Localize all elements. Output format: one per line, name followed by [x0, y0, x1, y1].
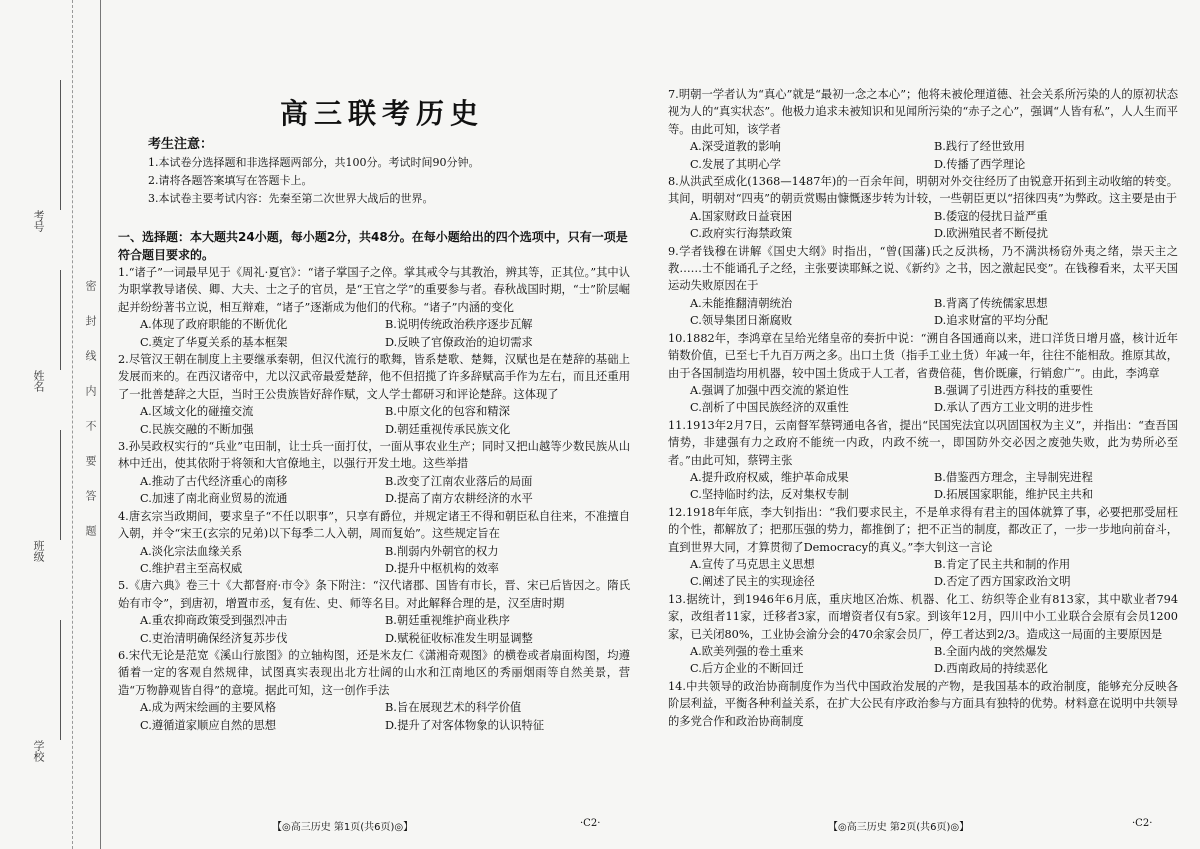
option-grid — [118, 543, 630, 578]
school-line — [60, 620, 61, 740]
answer-option: A.成为两宋绘画的主要风格 — [140, 701, 277, 715]
question-stem: 4.唐玄宗当政期间，要求皇子“不任以职事”，只享有爵位，并规定诸王不得和朝臣私自往来，不准擅自入朝，并令“宋王(玄宗的兄弟)以下每季二人入朝，周而复始”。这些规定旨在 — [118, 509, 630, 541]
option-grid — [668, 382, 1178, 417]
answer-option: A.重农抑商政策受到强烈冲击 — [140, 614, 288, 628]
answer-option: C.维护君主至高权威 — [140, 561, 243, 575]
exam-notice — [144, 136, 624, 208]
question — [118, 647, 630, 734]
question-stem: 1.“诸子”一词最早见于《周礼·夏官》：“诸子掌国子之倅。掌其戒令与其教治，辨其等，正其位。”其中认为职掌教导诸侯、卿、大夫、士之子的官员，是“王官之学”的重要参与者。春秋战国时期，“士”阶层崛起并纷纷著书立说，相互辩难，“诸子”逐渐成为他们的代称。“诸子”内涵的变化 — [118, 266, 630, 314]
exam-title: 高三联考历史 — [280, 97, 485, 130]
notice-item: 3.本试卷主要考试内容：先秦至第二次世界大战后的世界。 — [148, 192, 434, 205]
question-stem: 8.从洪武至成化(1368—1487年)的一百余年间，明朝对外交往经历了由锐意开拓到主动收缩的转变。其间，明朝对“四夷”的朝贡赏赐由慷慨逐步转为计较，一些朝臣更以“招徕四夷”为弊政。这主要是由于 — [668, 175, 1178, 206]
answer-option: C.遵循道家顺应自然的思想 — [140, 718, 277, 732]
question — [118, 264, 630, 351]
question — [668, 243, 1178, 330]
paper-code: ·C2· — [1132, 818, 1153, 829]
option-grid — [668, 556, 1178, 591]
option-grid — [668, 295, 1178, 330]
page-footer: 【◎高三历史 第2页(共6页)◎】 — [828, 822, 970, 833]
notice-item: 1.本试卷分选择题和非选择题两部分，共100分。考试时间90分钟。 — [148, 156, 480, 169]
answer-option: A.提升政府权威，维护革命成果 — [690, 470, 849, 484]
seal-dashed-line — [72, 0, 74, 849]
school-label: 学校 — [32, 740, 45, 762]
answer-option: B.说明传统政治秩序逐步瓦解 — [385, 318, 533, 332]
seal-notice: 密封线内不要答题 — [84, 280, 97, 560]
answer-option: B.朝廷重视维护商业秩序 — [385, 614, 510, 628]
question-stem: 6.宋代无论是范宽《溪山行旅图》的立轴构图，还是米友仁《潇湘奇观图》的横卷或者扇面构图，均遵循着一定的客观自然规律，试图真实表现出北方壮阔的山水和江南地区的秀丽烟雨等自然美景，营造“万物静观皆自得”的意境。据此可知，这一创作手法 — [118, 648, 630, 697]
question — [668, 417, 1178, 504]
answer-option: A.淡化宗法血缘关系 — [140, 544, 243, 558]
answer-option: A.推动了古代经济重心的南移 — [140, 474, 288, 488]
answer-option: B.背离了传统儒家思想 — [934, 296, 1048, 310]
question-stem: 9.学者钱穆在讲解《国史大纲》时指出，“曾(国藩)氏之反洪杨，乃不满洪杨窃外夷之绪，崇天主之教……士不能诵孔子之经，主张要读耶稣之说、《新约》之书，因之激起民变”。在钱穆看来，太平天国运动失败原因在于 — [668, 244, 1178, 293]
answer-option: B.倭寇的侵扰日益严重 — [934, 209, 1048, 223]
exam-no-line — [60, 80, 61, 210]
answer-option: C.奠定了华夏关系的基本框架 — [140, 335, 288, 349]
question — [668, 678, 1178, 730]
answer-option: C.阐述了民主的实现途径 — [690, 575, 815, 589]
answer-option: D.承认了西方工业文明的进步性 — [934, 401, 1094, 415]
answer-option: D.追求财富的平均分配 — [934, 314, 1048, 328]
answer-option: D.朝廷重视传承民族文化 — [385, 422, 511, 436]
class-label: 班级 — [32, 540, 45, 562]
answer-option: C.坚持临时约法，反对集权专制 — [690, 488, 849, 502]
question-stem: 7.明朝一学者认为“真心”就是“最初一念之本心”；他将未被伦理道德、社会关系所污染的人的原初状态视为人的“真实状态”。他极力追求未被知识和见闻所污染的“赤子之心”，强调“人皆有私”，人人生而平等。由此可知，该学者 — [668, 88, 1178, 136]
notice-heading: 考生注意： — [148, 137, 214, 152]
option-grid — [118, 403, 630, 438]
margin-rule — [100, 0, 101, 849]
name-label: 姓名 — [32, 370, 45, 392]
answer-option: C.吏治清明确保经济复苏步伐 — [140, 631, 288, 645]
answer-option: C.后方企业的不断回迁 — [690, 662, 804, 676]
answer-option: C.民族交融的不断加强 — [140, 422, 254, 436]
answer-option: D.欧洲殖民者不断侵扰 — [934, 227, 1048, 241]
question — [118, 438, 630, 508]
option-grid — [668, 469, 1178, 504]
answer-option: A.未能推翻清朝统治 — [690, 296, 793, 310]
answer-option: B.全面内战的突然爆发 — [934, 645, 1048, 658]
answer-option: C.加速了南北商业贸易的流通 — [140, 492, 288, 506]
option-grid — [118, 699, 630, 734]
exam-no-label: 考号 — [32, 210, 45, 232]
question — [118, 508, 630, 578]
answer-option: B.肯定了民主共和制的作用 — [934, 557, 1071, 571]
question — [668, 504, 1178, 591]
question-stem: 2.尽管汉王朝在制度上主要继承秦朝，但汉代流行的歌舞，皆系楚歌、楚舞，汉赋也是在楚辞的基础上发展而来的。在西汉诸帝中，尤以汉武帝最爱楚辞，他不但招揽了许多辞赋高手作为左右，而且还重用了一批善楚辞之大臣，当时王公贵族皆好辞作赋，文人学士都研习和评论楚辞。这体现了 — [118, 353, 630, 401]
answer-option: B.借鉴西方理念，主导制宪进程 — [934, 470, 1093, 484]
question-stem: 14.中共领导的政治协商制度作为当代中国政治发展的产物，是我国基本的政治制度，能够充分反映各阶层利益，平衡各种利益关系，在扩大公民有序政治参与方面具有独特的优势。材料意在说明中共领导的多党合作和政治协商制度 — [668, 679, 1178, 728]
question — [118, 577, 630, 647]
answer-option: B.践行了经世致用 — [934, 140, 1025, 154]
answer-option: C.发展了其明心学 — [690, 157, 781, 171]
section-heading: 一、选择题：本大题共24小题，每小题2分，共48分。在每小题给出的四个选项中，只有一项是符合题目要求的。 — [118, 230, 628, 262]
page-footer: 【◎高三历史 第1页(共6页)◎】 — [272, 822, 414, 833]
answer-option: D.拓展国家职能，维护民主共和 — [934, 488, 1094, 502]
answer-option: D.提高了南方农耕经济的水平 — [385, 492, 533, 506]
question-stem: 12.1918年年底，李大钊指出：“我们要求民主，不是单求得有君主的国体就算了事，必要把那受屈枉的个性，都解放了；把那压强的势力，都推倒了；把不正当的制度，都改正了，一步一步地向前奋斗，直到世界大同，才算贯彻了Democracy的真义。”李大钊这一言论 — [668, 505, 1178, 554]
answer-option: C.领导集团日渐腐败 — [690, 314, 793, 328]
paper-code: ·C2· — [580, 818, 601, 829]
answer-option: D.提升了对客体物象的认识特征 — [385, 718, 545, 732]
question-stem: 3.孙吴政权实行的“兵业”屯田制，让士兵一面打仗，一面从事农业生产；同时又把山越等少数民族从山林中迁出，使其依附于将领和大官僚地主，以强行开发土地。这些举措 — [118, 440, 630, 471]
question — [668, 173, 1178, 243]
answer-option: D.否定了西方国家政治文明 — [934, 575, 1071, 589]
answer-option: A.区域文化的碰撞交流 — [140, 405, 254, 419]
option-grid — [668, 208, 1178, 243]
question-stem: 10.1882年，李鸿章在呈给光绪皇帝的奏折中说：“溯自各国通商以来，进口洋货日增月盛，核计近年销数价值，已至七千九百万两之多。出口土货（指手工业土货）年减一年，往往不能相敌。推原其故，由于各国制造均用机器，较中国土货成于人工者，省费倍蓰，售价既廉，行销愈广”。由此，李鸿章 — [668, 331, 1178, 380]
answer-option: A.欧美列强的卷土重来 — [690, 645, 804, 658]
option-grid — [668, 643, 1178, 678]
option-grid — [118, 612, 630, 647]
question-stem: 13.据统计，到1946年6月底，重庆地区冶炼、机器、化工、纺织等企业有813家，其中歇业者794家，改组者11家，迁移者3家，而增资者仅有5家。到该年12月，四川中小工业联合会原有会员1200家，已关闭80%，工业协会渝分会的470余家会员厂，停工者达到2/3。造成这一局面的主要原因是 — [668, 592, 1178, 641]
answer-option: A.体现了政府职能的不断优化 — [140, 318, 288, 332]
question — [668, 86, 1178, 173]
answer-option: A.深受道教的影响 — [690, 140, 781, 154]
question-list-right — [668, 86, 1178, 730]
question — [668, 591, 1178, 678]
option-grid — [118, 316, 630, 351]
answer-option: D.传播了西学理论 — [934, 157, 1026, 171]
question — [118, 351, 630, 438]
answer-option: D.提升中枢机构的效率 — [385, 561, 499, 575]
answer-option: D.赋税征收标准发生明显调整 — [385, 631, 533, 645]
answer-option: C.政府实行海禁政策 — [690, 227, 793, 241]
binding-margin — [0, 0, 108, 849]
answer-option: B.中原文化的包容和精深 — [385, 405, 510, 419]
name-line — [60, 270, 61, 370]
answer-option: B.旨在展现艺术的科学价值 — [385, 701, 522, 715]
class-line — [60, 430, 61, 540]
option-grid — [118, 473, 630, 508]
question-stem: 11.1913年2月7日，云南督军蔡锷通电各省，提出“民国宪法宜以巩固国权为主义”，并指出：“查吾国情势，非建强有力之政府不能统一内政，内政不统一，即国防外交必因之废弛失败，此为势所必至者。”由此可知，蔡锷主张 — [668, 418, 1178, 467]
notice-item: 2.请将各题答案填写在答题卡上。 — [148, 174, 313, 187]
answer-option: A.宣传了马克思主义思想 — [690, 557, 815, 571]
answer-option: B.削弱内外朝官的权力 — [385, 544, 499, 558]
question-list-left — [118, 264, 630, 734]
answer-option: C.剖析了中国民族经济的双重性 — [690, 401, 849, 415]
question — [668, 330, 1178, 417]
answer-option: A.国家财政日益衰困 — [690, 209, 793, 223]
answer-option: D.反映了官僚政治的迫切需求 — [385, 335, 533, 349]
answer-option: B.改变了江南农业落后的局面 — [385, 474, 533, 488]
answer-option: A.强调了加强中西交流的紧迫性 — [690, 383, 849, 397]
option-grid — [668, 138, 1178, 173]
answer-option: B.强调了引进西方科技的重要性 — [934, 383, 1093, 397]
question-stem: 5.《唐六典》卷三十《大都督府·市令》条下附注：“汉代诸郡、国皆有市长，晋、宋已后皆因之。隋氏始有市令”，到唐初，增置市丞，复有佐、史、师等名目。对此解释合理的是，汉至唐时期 — [118, 579, 630, 610]
answer-option: D.西南政局的持续恶化 — [934, 662, 1048, 676]
